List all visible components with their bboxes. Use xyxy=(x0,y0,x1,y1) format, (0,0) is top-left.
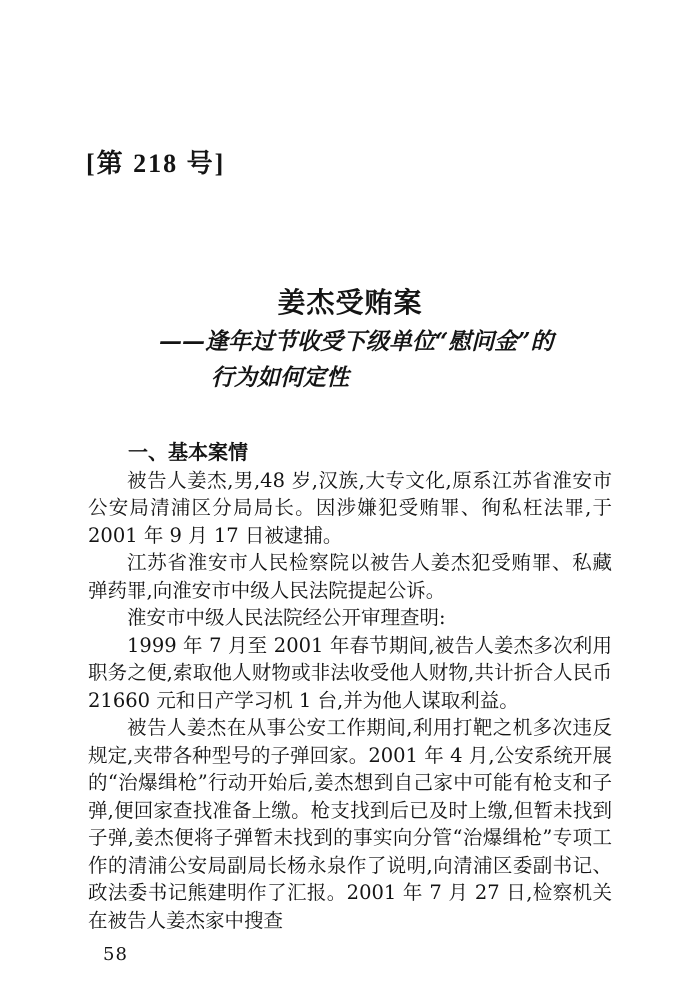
body-text xyxy=(88,439,612,969)
case-subtitle xyxy=(159,324,553,396)
paragraph-ammunition-facts: 被告人姜杰在从事公安工作期间,利用打靶之机多次违反规定,夹带各种型号的子弹回家。2001 年 4 月,公安系统开展的“治爆缉枪”行动开始后,姜杰想到自己家中可能有枪支和子弹,便回家查找准备上缴。枪支找到后已及时上缴,但暂未找到子弹,姜杰便将子弹暂未找到的事实向分管“治爆缉枪”专项工作的清浦公安局副局长杨永泉作了说明,向清浦区委副书记、政法委书记熊建明作了汇报。2001 年 7 月 27 日,检察机关在被告人姜杰家中搜查 xyxy=(88,716,612,932)
case-title: 姜杰受贿案 xyxy=(277,286,423,319)
subtitle-line-1: ——逢年过节收受下级单位“慰问金”的 xyxy=(159,328,554,355)
case-number: [第 218 号] xyxy=(86,149,226,178)
page-number: 58 xyxy=(103,944,128,965)
section-heading: 一、基本案情 xyxy=(128,440,248,464)
paragraph-bribery-facts: 1999 年 7 月至 2001 年春节期间,被告人姜杰多次利用职务之便,索取他人财物或非法收受他人财物,共计折合人民币 21660 元和日产学习机 1 台,并为他人谋取利益。 xyxy=(88,633,612,712)
paragraph-court-trial: 淮安市中级人民法院经公开审理查明: xyxy=(127,606,446,629)
paragraph-defendant-info: 被告人姜杰,男,48 岁,汉族,大专文化,原系江苏省淮安市公安局清浦区分局局长。因涉嫌犯受贿罪、徇私枉法罪,于 2001 年 9 月 17 日被逮捕。 xyxy=(88,468,612,547)
subtitle-line-2: 行为如何定性 xyxy=(211,364,349,391)
paragraph-prosecution: 江苏省淮安市人民检察院以被告人姜杰犯受贿罪、私藏弹药罪,向淮安市中级人民法院提起公诉。 xyxy=(88,551,612,602)
